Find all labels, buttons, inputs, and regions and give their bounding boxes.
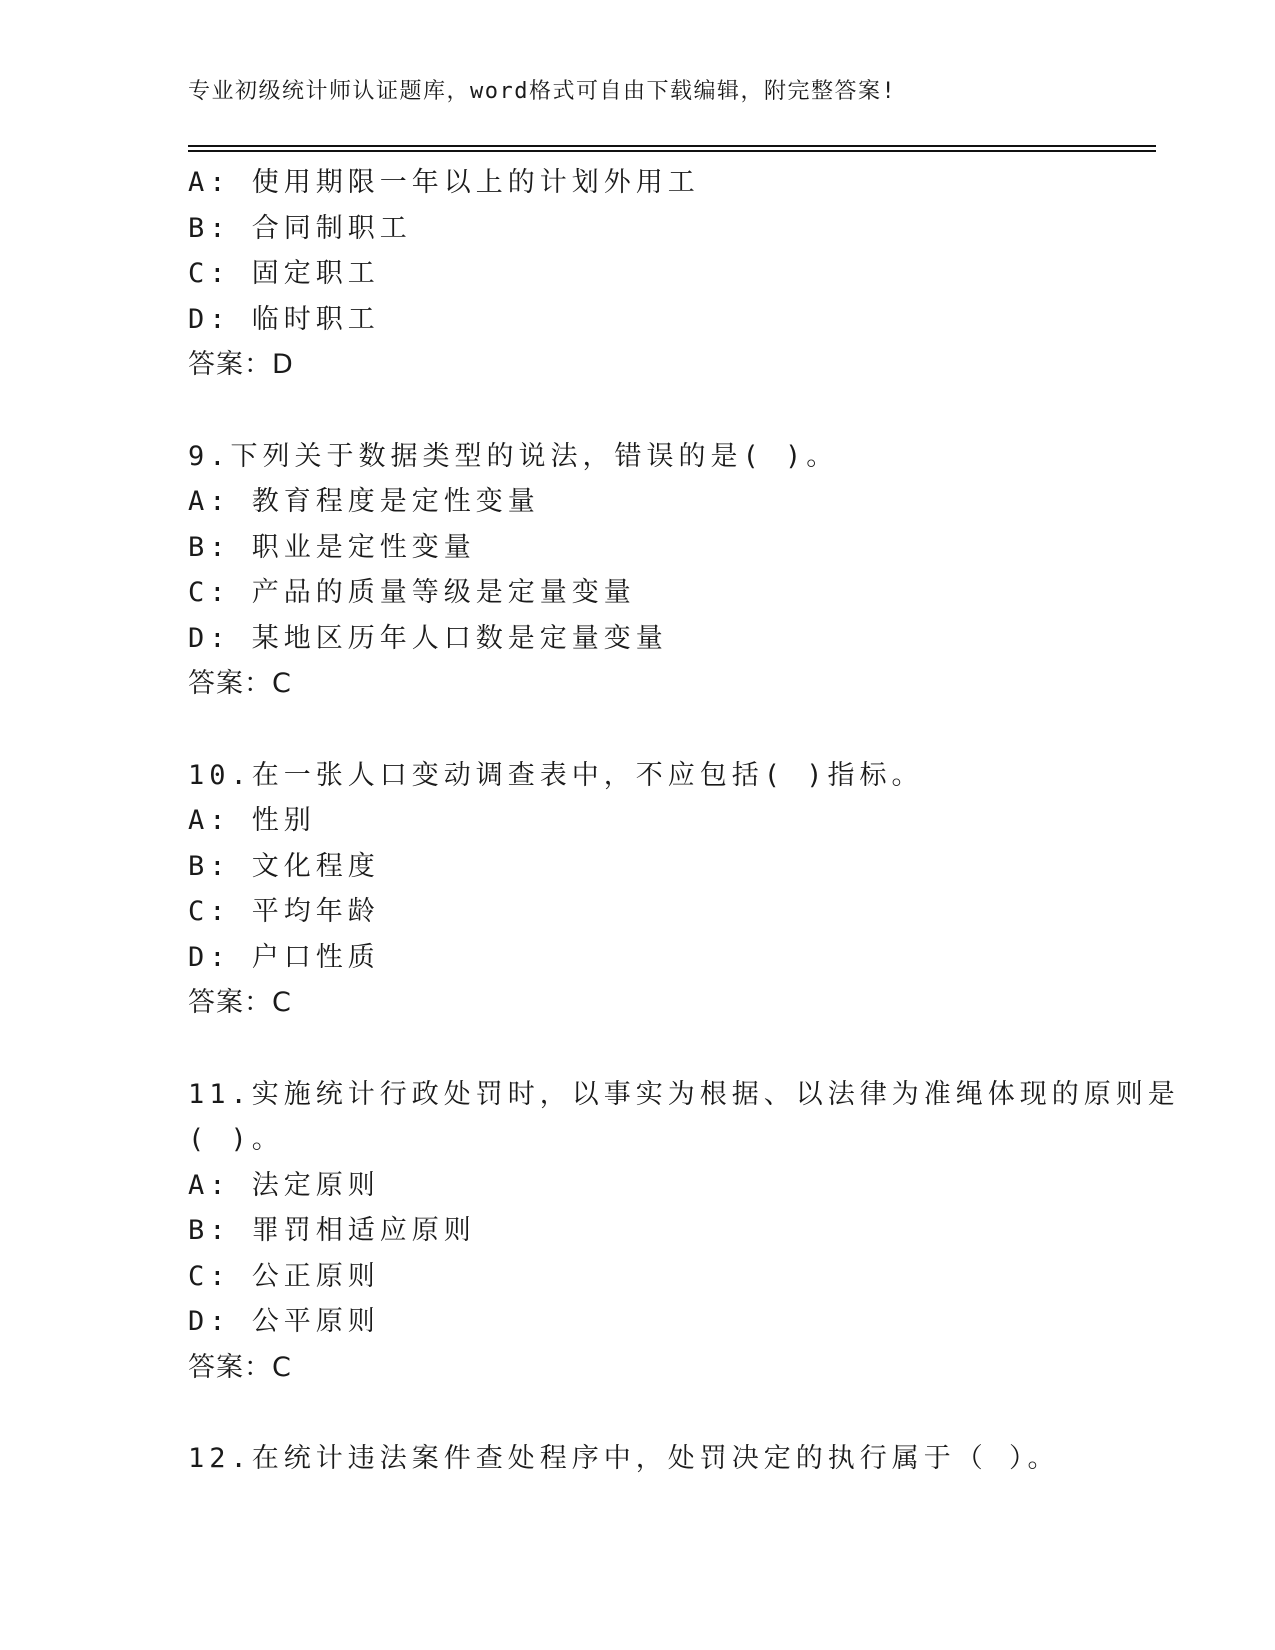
option-c: C: 产品的质量等级是定量变量 (188, 577, 636, 608)
question-block-10 (188, 753, 1088, 1026)
option-a: A: 法定原则 (188, 1169, 380, 1201)
question-stem: 10.在一张人口变动调查表中，不应包括( )指标。 (188, 759, 924, 791)
option-d: D: 公平原则 (188, 1306, 380, 1337)
question-stem: 9.下列关于数据类型的说法，错误的是( )。 (188, 440, 839, 472)
option-a: A: 教育程度是定性变量 (188, 486, 540, 517)
question-block-11 (188, 1072, 1180, 1391)
option-c: C: 公正原则 (188, 1260, 380, 1292)
question-stem-continued: ( )。 (188, 1124, 284, 1155)
answer: 答案：C (188, 987, 292, 1018)
option-d: D: 临时职工 (188, 303, 380, 335)
question-block-9 (188, 434, 1088, 707)
answer: 答案：D (188, 349, 294, 380)
question-block-12 (188, 1436, 1088, 1482)
option-b: B: 合同制职工 (188, 212, 412, 244)
page-header: 专业初级统计师认证题库，word格式可自由下载编辑，附完整答案! (188, 79, 897, 104)
option-b: B: 职业是定性变量 (188, 531, 476, 563)
option-a: A: 使用期限一年以上的计划外用工 (188, 167, 700, 198)
question-stem: 11.实施统计行政处罚时，以事实为根据、以法律为准绳体现的原则是 (188, 1078, 1180, 1110)
option-a: A: 性别 (188, 805, 316, 836)
option-b: B: 文化程度 (188, 850, 380, 882)
option-d: D: 户口性质 (188, 941, 380, 973)
question-stem: 12.在统计违法案件查处程序中，处罚决定的执行属于（ ）。 (188, 1443, 1060, 1474)
answer: 答案：C (188, 668, 292, 699)
option-c: C: 固定职工 (188, 258, 380, 289)
question-list (188, 160, 1180, 1482)
header-rule-top (188, 145, 1156, 147)
option-c: C: 平均年龄 (188, 896, 380, 927)
answer: 答案：C (188, 1351, 292, 1383)
option-d: D: 某地区历年人口数是定量变量 (188, 622, 668, 654)
question-block-8 (188, 160, 1088, 388)
header-rule-bottom (188, 150, 1156, 152)
option-b: B: 罪罚相适应原则 (188, 1215, 476, 1246)
